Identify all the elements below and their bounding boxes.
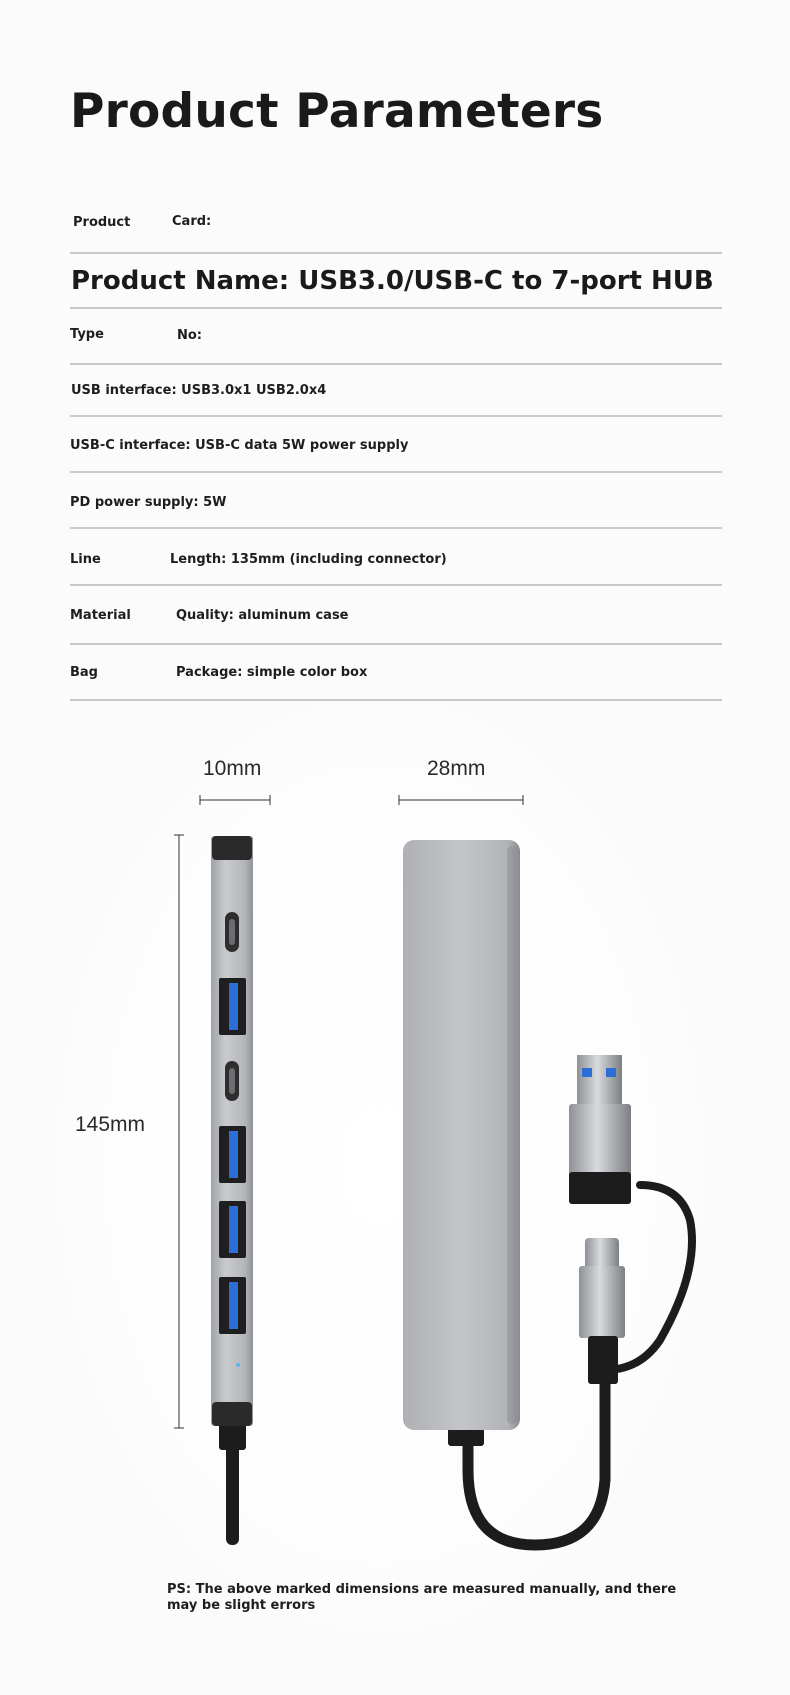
length-label: 145mm	[75, 1113, 146, 1136]
usb-c-port	[225, 1061, 239, 1101]
usb-a-port	[219, 1277, 246, 1334]
spec-value: Package: simple color box	[176, 665, 368, 680]
dimension-line-width	[399, 795, 523, 805]
spec-label: Bag	[70, 665, 98, 680]
measurement-note: PS: The above marked dimensions are measured manually, and there may be slight errors	[167, 1582, 677, 1613]
hub-side-view	[211, 836, 253, 1545]
usb-c-port	[225, 912, 239, 952]
usb-a-plug	[569, 1055, 631, 1204]
spec-label: Line	[70, 552, 101, 567]
hub-front-view	[403, 840, 692, 1545]
spec-value: Quality: aluminum case	[176, 608, 349, 623]
spec-value: USB-C interface: USB-C data 5W power supply	[70, 438, 409, 453]
spec-label: Type	[70, 327, 104, 342]
thickness-label: 10mm	[203, 757, 262, 780]
dimension-line-thickness	[200, 795, 270, 805]
spec-value: No:	[177, 328, 203, 343]
page-title: Product Parameters	[70, 84, 604, 139]
usb-a-port	[219, 1201, 246, 1258]
spec-label: Product	[73, 215, 131, 230]
led-indicator	[236, 1363, 240, 1367]
end-cap-top	[212, 836, 252, 860]
end-cap-bottom	[212, 1402, 252, 1426]
usb-a-port	[219, 1126, 246, 1183]
spec-value: Card:	[172, 214, 212, 229]
spec-value: PD power supply: 5W	[70, 495, 227, 510]
dimension-line-length	[174, 835, 184, 1428]
usb-a-port	[219, 978, 246, 1035]
spec-label: Material	[70, 608, 131, 623]
spec-value: USB interface: USB3.0x1 USB2.0x4	[71, 383, 327, 398]
usb-c-plug	[579, 1238, 625, 1384]
hub-body	[403, 840, 520, 1430]
spec-value: Length: 135mm (including connector)	[170, 552, 447, 567]
product-name: Product Name: USB3.0/USB-C to 7-port HUB	[71, 266, 714, 296]
width-label: 28mm	[427, 757, 486, 780]
